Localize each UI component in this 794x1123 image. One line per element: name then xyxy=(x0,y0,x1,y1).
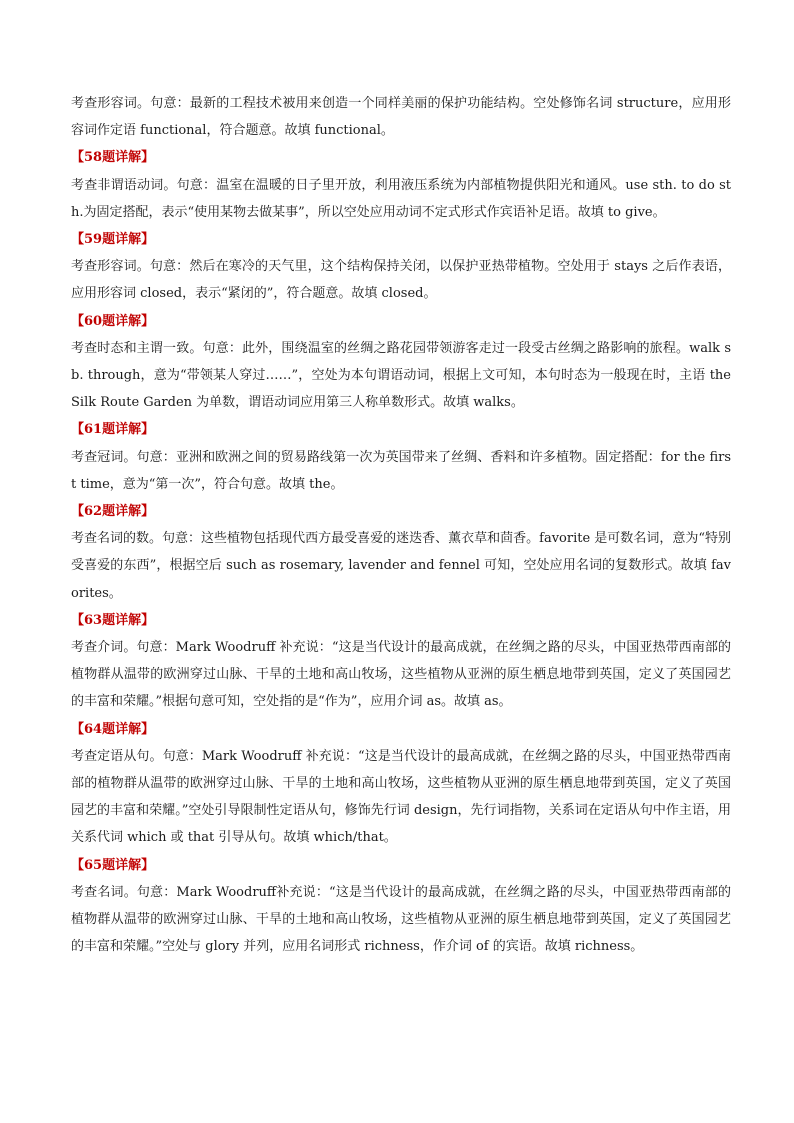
section-59-body: 考查形容词。句意：然后在寒冷的天气里，这个结构保持关闭，以保护亚热带植物。空处用于 stays 之后作表语，应用形容词 closed，表示“紧闭的”，符合题意。故填 closed。 xyxy=(71,259,731,302)
section-61-heading: 【61题详解】 xyxy=(71,422,155,438)
section-59-heading: 【59题详解】 xyxy=(71,232,155,248)
section-58-body: 考查非谓语动词。句意：温室在温暖的日子里开放，利用液压系统为内部植物提供阳光和通风。use sth. to do sth.为固定搭配，表示“使用某物去做某事”，所以空处应用动词不定式形式作宾语补足语。故填 to give。 xyxy=(71,177,731,220)
section-60-body: 考查时态和主谓一致。句意：此外，围绕温室的丝绸之路花园带领游客走过一段受古丝绸之路影响的旅程。walk sb. through，意为“带领某人穿过……”，空处为本句谓语动词，根据上文可知，本句时态为一般现在时，主语 the Silk Route Garden 为单数，谓语动词应用第三人称单数形式。故填 walks。 xyxy=(71,340,731,411)
section-65-body: 考查名词。句意：Mark Woodruff补充说：“这是当代设计的最高成就，在丝绸之路的尽头，中国亚热带西南部的植物群从温带的欧洲穿过山脉、干旱的土地和高山牧场，这些植物从亚洲的原生栖息地带到英国，定义了英国园艺的丰富和荣耀。”空处与 glory 并列，应用名词形式 richness，作介词 of 的宾语。故填 richness。 xyxy=(71,884,731,955)
section-65-heading: 【65题详解】 xyxy=(71,857,155,873)
section-62-body: 考查名词的数。句意：这些植物包括现代西方最受喜爱的迷迭香、薰衣草和茴香。favorite 是可数名词，意为“特别受喜爱的东西”，根据空后 such as rosemary, lavender and fennel 可知，空处应用名词的复数形式。故填 favorites。 xyxy=(71,531,731,601)
document-page xyxy=(71,90,731,961)
section-60-heading: 【60题详解】 xyxy=(71,313,155,329)
section-63-body: 考查介词。句意：Mark Woodruff 补充说：“这是当代设计的最高成就，在丝绸之路的尽头，中国亚热带西南部的植物群从温带的欧洲穿过山脉、干旱的土地和高山牧场，这些植物从亚洲的原生栖息地带到英国，定义了英国园艺的丰富和荣耀。”根据句意可知，空处指的是“作为”，应用介词 as。故填 as。 xyxy=(71,640,731,710)
intro-paragraph: 考查形容词。句意：最新的工程技术被用来创造一个同样美丽的保护功能结构。空处修饰名词 structure，应用形容词作定语 functional，符合题意。故填 functional。 xyxy=(71,96,731,139)
section-64-body: 考查定语从句。句意：Mark Woodruff 补充说：“这是当代设计的最高成就，在丝绸之路的尽头，中国亚热带西南部的植物群从温带的欧洲穿过山脉、干旱的土地和高山牧场，这些植物从亚洲的原生栖息地带到英国，定义了英国园艺的丰富和荣耀。”空处引导限制性定语从句，修饰先行词 design，先行词指物，关系词在定语从句中作主语，用关系代词 which 或 that 引导从句。故填 which/that。 xyxy=(71,748,731,846)
section-58-heading: 【58题详解】 xyxy=(71,150,155,166)
section-62-heading: 【62题详解】 xyxy=(71,504,155,520)
section-64-heading: 【64题详解】 xyxy=(71,721,155,737)
section-61-body: 考查冠词。句意：亚洲和欧洲之间的贸易路线第一次为英国带来了丝绸、香料和许多植物。固定搭配：for the first time，意为“第一次”，符合句意。故填 the。 xyxy=(71,449,731,492)
section-63-heading: 【63题详解】 xyxy=(71,612,155,628)
